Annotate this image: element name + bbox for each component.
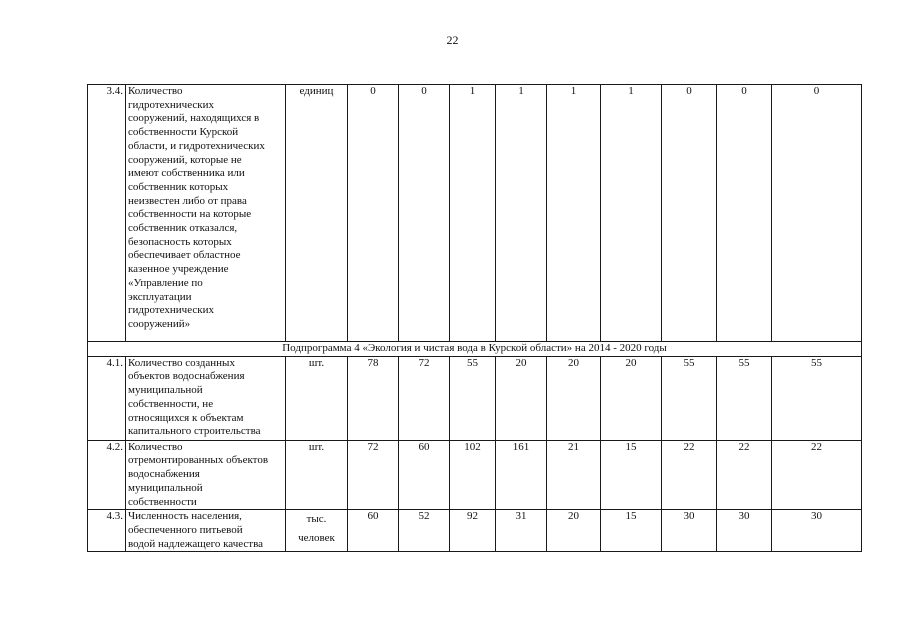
description-line: водой надлежащего качества xyxy=(128,537,264,550)
indicator-description xyxy=(126,356,286,440)
indicators-table xyxy=(87,84,862,552)
unit-line: тыс. xyxy=(306,513,327,526)
value-cell: 60 xyxy=(399,440,450,510)
value-cell: 20 xyxy=(496,356,547,440)
page-number: 22 xyxy=(446,33,459,47)
value-cell: 1 xyxy=(496,85,547,342)
value-cell: 55 xyxy=(717,356,772,440)
value-cell: 1 xyxy=(547,85,601,342)
row-number: 4.3. xyxy=(88,510,126,552)
value-cell: 161 xyxy=(496,440,547,510)
description-line: гидротехнических xyxy=(128,304,214,317)
value-cell: 1 xyxy=(450,85,496,342)
description-line: обеспечивает областное xyxy=(128,249,241,262)
description-line: Численность населения, xyxy=(128,510,242,523)
subprogram-header-row xyxy=(88,342,862,357)
description-line: муниципальной xyxy=(128,481,203,494)
description-line: водоснабжения xyxy=(128,468,200,481)
value-cell: 30 xyxy=(772,510,862,552)
value-cell: 15 xyxy=(601,440,662,510)
value-cell: 20 xyxy=(601,356,662,440)
description-line: собственник которых xyxy=(128,180,229,193)
description-line: неизвестен либо от права xyxy=(128,194,247,207)
value-cell: 72 xyxy=(348,440,399,510)
value-cell: 0 xyxy=(717,85,772,342)
value-cell: 0 xyxy=(772,85,862,342)
value-cell: 55 xyxy=(450,356,496,440)
row-number: 3.4. xyxy=(88,85,126,342)
description-line: «Управление по xyxy=(128,276,203,289)
description-line: имеют собственника или xyxy=(128,167,245,180)
description-line: собственник отказался, xyxy=(128,222,238,235)
description-line: гидротехнических xyxy=(128,98,214,111)
description-line: Количество созданных xyxy=(128,356,235,369)
unit-line: единиц xyxy=(299,85,334,97)
value-cell: 22 xyxy=(662,440,717,510)
indicator-description xyxy=(126,440,286,510)
row-number: 4.2. xyxy=(88,440,126,510)
value-cell: 30 xyxy=(717,510,772,552)
unit-line: шт. xyxy=(308,356,325,369)
description-line: собственности xyxy=(128,495,197,508)
unit-of-measure xyxy=(286,510,348,552)
description-line: сооружений, которые не xyxy=(128,153,242,166)
value-cell: 55 xyxy=(772,356,862,440)
unit-of-measure xyxy=(286,356,348,440)
description-line: отремонтированных объектов xyxy=(128,454,269,467)
description-line: собственности Курской xyxy=(128,126,239,139)
value-cell: 20 xyxy=(547,510,601,552)
value-cell: 20 xyxy=(547,356,601,440)
description-line: обеспеченного питьевой xyxy=(128,523,243,536)
description-line: сооружений, находящихся в xyxy=(128,112,260,125)
unit-of-measure xyxy=(286,440,348,510)
description-line: Количество xyxy=(128,85,183,97)
description-line: области, и гидротехнических xyxy=(128,139,265,152)
table-row xyxy=(88,510,862,552)
indicator-description xyxy=(126,85,286,342)
value-cell: 21 xyxy=(547,440,601,510)
description-line: сооружений» xyxy=(128,317,191,330)
value-cell: 0 xyxy=(662,85,717,342)
table-row xyxy=(88,85,862,342)
value-cell: 55 xyxy=(662,356,717,440)
value-cell: 78 xyxy=(348,356,399,440)
value-cell: 0 xyxy=(348,85,399,342)
value-cell: 92 xyxy=(450,510,496,552)
unit-line: шт. xyxy=(308,440,325,453)
unit-of-measure xyxy=(286,85,348,342)
description-line: казенное учреждение xyxy=(128,263,229,276)
description-line: безопасность которых xyxy=(128,235,232,248)
unit-line: человек xyxy=(298,532,335,545)
description-line: Количество xyxy=(128,440,183,453)
description-line: собственности, не xyxy=(128,397,214,410)
description-line: муниципальной xyxy=(128,384,203,397)
value-cell: 15 xyxy=(601,510,662,552)
row-number: 4.1. xyxy=(88,356,126,440)
value-cell: 72 xyxy=(399,356,450,440)
value-cell: 102 xyxy=(450,440,496,510)
value-cell: 30 xyxy=(662,510,717,552)
description-line: относящихся к объектам xyxy=(128,411,244,424)
subprogram-title: Подпрограмма 4 «Экология и чистая вода в Курской области» на 2014 - 2020 годы xyxy=(88,342,862,357)
value-cell: 60 xyxy=(348,510,399,552)
description-line: объектов водоснабжения xyxy=(128,370,245,383)
table-row xyxy=(88,440,862,510)
indicator-description xyxy=(126,510,286,552)
value-cell: 0 xyxy=(399,85,450,342)
value-cell: 31 xyxy=(496,510,547,552)
description-line: собственности на которые xyxy=(128,208,252,221)
value-cell: 22 xyxy=(717,440,772,510)
value-cell: 22 xyxy=(772,440,862,510)
value-cell: 1 xyxy=(601,85,662,342)
description-line: капитального строительства xyxy=(128,425,261,438)
table-row xyxy=(88,356,862,440)
description-line: эксплуатации xyxy=(128,290,192,303)
value-cell: 52 xyxy=(399,510,450,552)
